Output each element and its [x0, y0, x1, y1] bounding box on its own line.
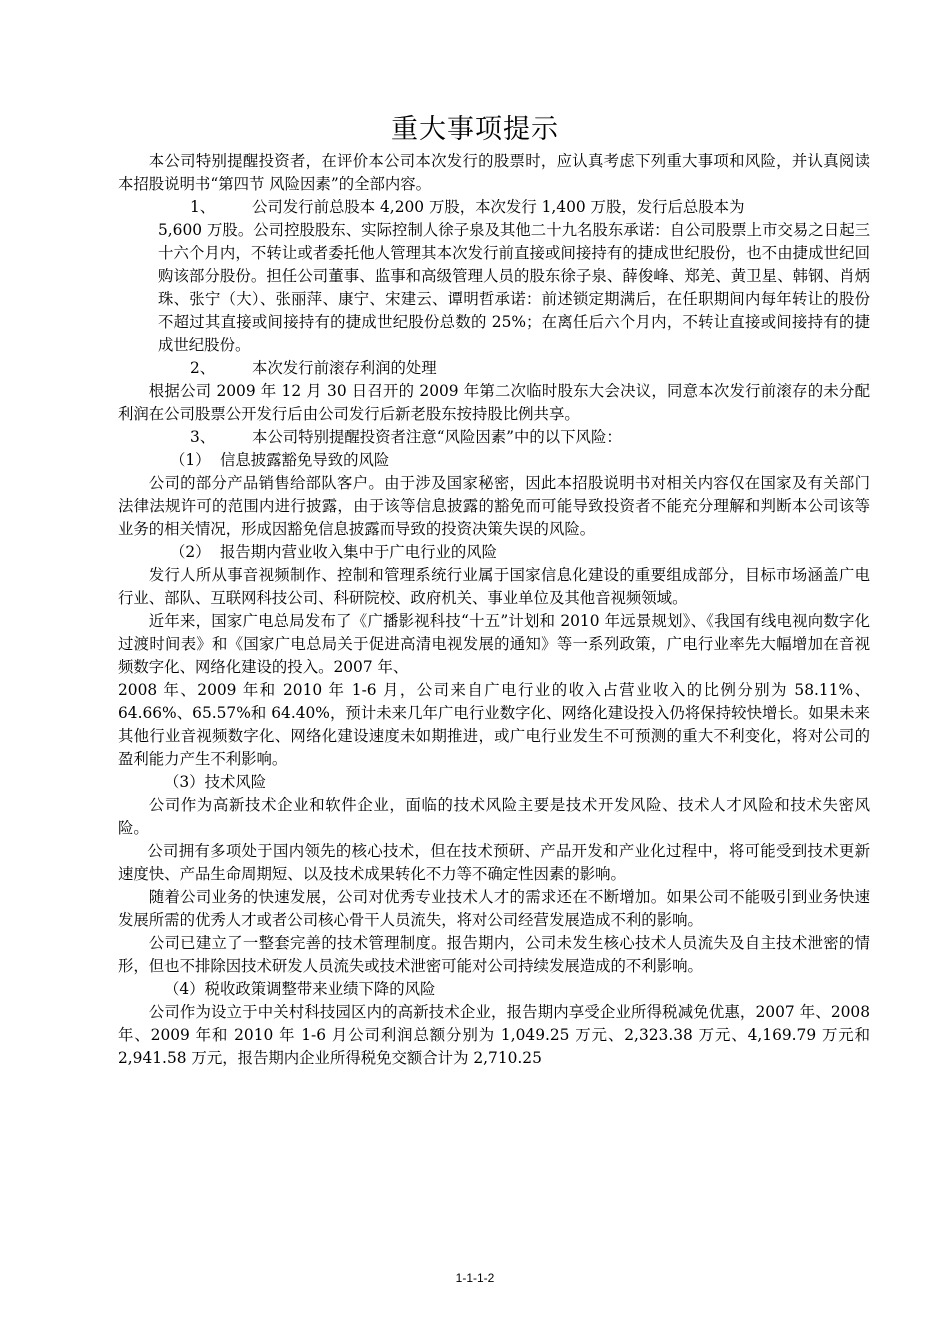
risk-1-heading [118, 449, 870, 472]
item-3-heading [118, 426, 870, 449]
risk-1-paragraph: 公司的部分产品销售给部队客户。由于涉及国家秘密，因此本招股说明书对相关内容仅在国家及有关部门法律法规许可的范围内进行披露，由于该等信息披露的豁免而可能导致投资者不能充分理解和判断本公司该等业务的相关情况，形成因豁免信息披露而导致的投资决策失误的风险。 [118, 474, 870, 538]
item-3-heading-text: 本公司特别提醒投资者注意“风险因素”中的以下风险： [252, 428, 622, 446]
risk-3-paragraph-3: 随着公司业务的快速发展，公司对优秀专业技术人才的需求还在不断增加。如果公司不能吸引到业务快速发展所需的优秀人才或者公司核心骨干人员流失，将对公司经营发展造成不利的影响。 [118, 888, 870, 929]
risk-2-paragraph-2: 近年来，国家广电总局发布了《广播影视科技“十五”计划和 2010 年远景规划》、《我国有线电视向数字化过渡时间表》和《国家广电总局关于促进高清电视发展的通知》等一系列政策，广电行业率先大幅增加在音视频数字化、网络化建设的投入。2007 年、 [118, 612, 870, 676]
risk-3-paragraph-4: 公司已建立了一整套完善的技术管理制度。报告期内，公司未发生核心技术人员流失及自主技术泄密的情形，但也不排除因技术研发人员流失或技术泄密可能对公司持续发展造成的不利影响。 [118, 934, 870, 975]
item-3-number: 3、 [190, 428, 216, 446]
item-2-heading [118, 357, 870, 380]
risk-2-paragraph-1: 发行人所从事音视频制作、控制和管理系统行业属于国家信息化建设的重要组成部分，目标市场涵盖广电行业、部队、互联网科技公司、科研院校、政府机关、事业单位及其他音视频领域。 [118, 566, 870, 607]
item-1-paragraph: 5,600 万股。公司控股股东、实际控制人徐子泉及其他二十九名股东承诺：自公司股票上市交易之日起三十六个月内，不转让或者委托他人管理其本次发行前直接或间接持有的捷成世纪股份，也不由捷成世纪回购该部分股份。担任公司董事、监事和高级管理人员的股东徐子泉、薛俊峰、郑羌、黄卫星、韩钢、肖炳珠、张宁（大）、张丽萍、康宁、宋建云、谭明哲承诺：前述锁定期满后，在任职期间内每年转让的股份不超过其直接或间接持有的捷成世纪股份总数的 25%；在离任后六个月内，不转让直接或间接持有的捷成世纪股份。 [158, 221, 870, 354]
risk-2-heading [118, 541, 870, 564]
risk-3-paragraph-2: 公司拥有多项处于国内领先的核心技术，但在技术预研、产品开发和产业化过程中，将可能受到技术更新速度快、产品生命周期短、以及技术成果转化不力等不确定性因素的影响。 [118, 842, 870, 883]
page-title: 重大事项提示 [391, 114, 559, 145]
document-body [118, 150, 870, 1070]
risk-2-heading-text: 报告期内营业收入集中于广电行业的风险 [220, 543, 498, 561]
item-1-first-line [118, 196, 870, 219]
intro-paragraph: 本公司特别提醒投资者，在评价本公司本次发行的股票时，应认真考虑下列重大事项和风险，并认真阅读本招股说明书“第四节 风险因素”的全部内容。 [118, 152, 870, 193]
risk-4-heading: （4）税收政策调整带来业绩下降的风险 [164, 980, 436, 998]
risk-4-paragraph: 公司作为设立于中关村科技园区内的高新技术企业，报告期内享受企业所得税减免优惠，2007 年、2008 年、2009 年和 2010 年 1-6 月公司利润总额分别为 1,049.25 万元、2,323.38 万元、4,169.79 万元和 2,941.58 万元，报告期内企业所得税免交额合计为 2,710.25 [118, 1003, 870, 1067]
risk-3-heading: （3）技术风险 [164, 773, 267, 791]
risk-1-heading-text: 信息披露豁免导致的风险 [220, 451, 390, 469]
risk-3-paragraph-1: 公司作为高新技术企业和软件企业，面临的技术风险主要是技术开发风险、技术人才风险和技术失密风险。 [118, 796, 870, 837]
risk-1-number: （1） [170, 451, 211, 469]
risk-2-number: （2） [170, 543, 211, 561]
item-2-number: 2、 [190, 359, 216, 377]
risk-2-paragraph-3: 2008 年、2009 年和 2010 年 1-6 月，公司来自广电行业的收入占营业收入的比例分别为 58.11%、64.66%、65.57%和 64.40%，预计未来几年广电行业数字化、网络化建设投入仍将保持较快增长。如果未来其他行业音视频数字化、网络化建设速度未如期推进，或广电行业发生不可预测的重大不利变化，将对公司的盈利能力产生不利影响。 [118, 681, 870, 768]
item-2-heading-text: 本次发行前滚存利润的处理 [252, 359, 437, 377]
item-2-paragraph: 根据公司 2009 年 12 月 30 日召开的 2009 年第二次临时股东大会决议，同意本次发行前滚存的未分配利润在公司股票公开发行后由公司发行后新老股东按持股比例共享。 [118, 382, 870, 423]
item-1-first-text: 公司发行前总股本 4,200 万股，本次发行 1,400 万股，发行后总股本为 [252, 198, 745, 216]
item-1-number: 1、 [190, 198, 216, 216]
page-number: 1-1-1-2 [455, 1271, 495, 1285]
